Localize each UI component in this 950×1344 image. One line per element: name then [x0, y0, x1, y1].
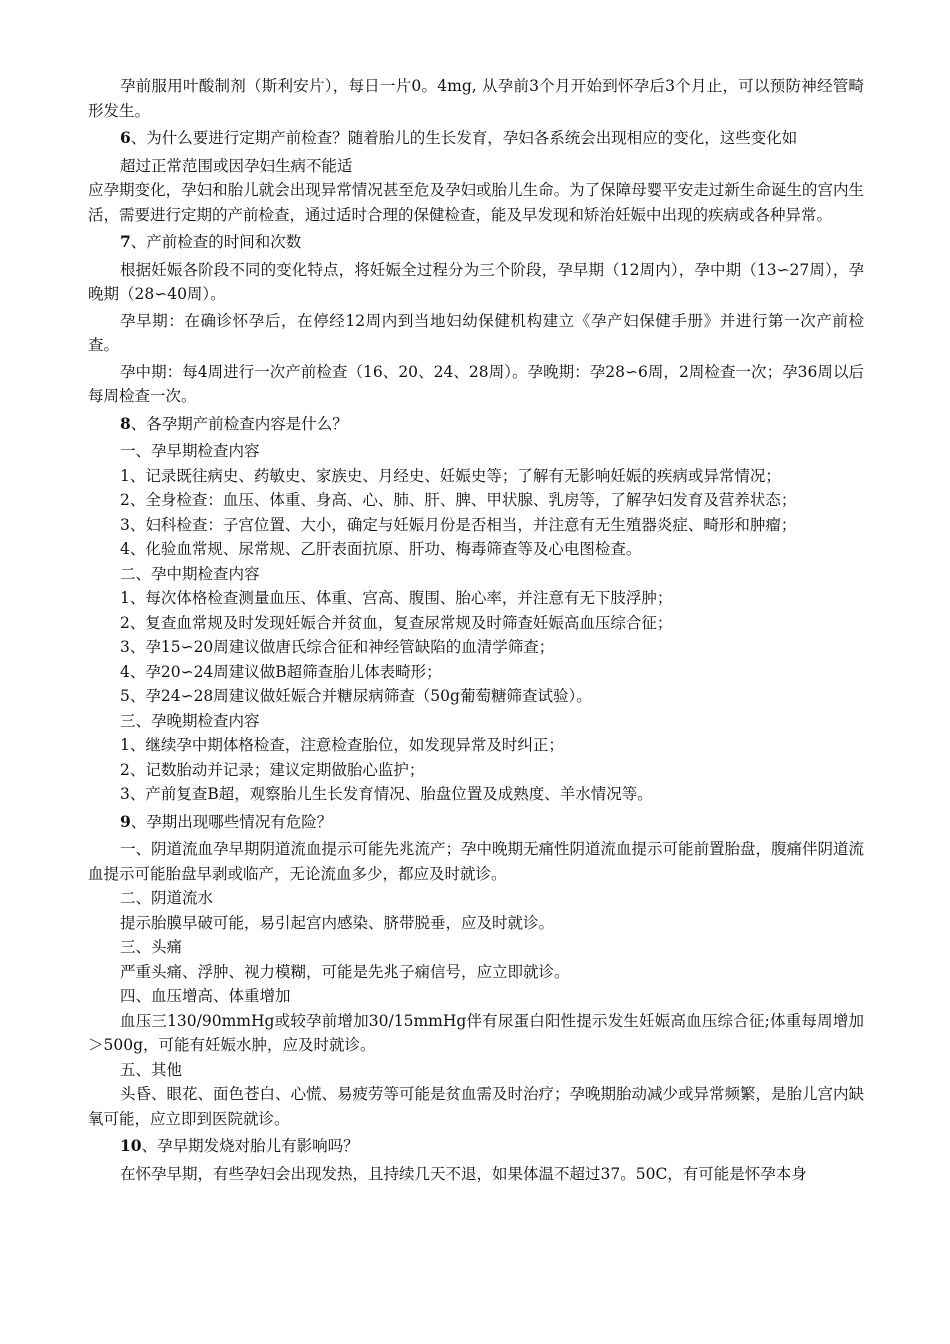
question-number: 10 [120, 1136, 142, 1155]
question-6-body: 应孕期变化，孕妇和胎儿就会出现异常情况甚至危及孕妇或胎儿生命。为了保障母婴平安走过新生命诞生的宫内生活，需要进行定期的产前检查，通过适时合理的保健检查，能及早发现和矫治妊娠中出现的疾病或各种异常。 [88, 181, 864, 224]
danger-bp-title: 四、血压增高、体重增加 [120, 987, 291, 1005]
question-number: 9 [120, 811, 131, 831]
question-text: 、产前检查的时间和次数 [130, 233, 302, 251]
mid-item-5: 5、孕24∽28周建议做妊娠合并糖尿病筛查（50g葡萄糖筛查试验）。 [120, 687, 592, 705]
question-7-paragraph-2: 孕早期：在确诊怀孕后，在停经12周内到当地妇幼保健机构建立《孕产妇保健手册》并进行第一次产前检查。 [88, 311, 864, 354]
late-item-3: 3、产前复查B超，观察胎儿生长发育情况、胎盘位置及成熟度、羊水情况等。 [120, 785, 653, 803]
question-10-paragraph-1: 在怀孕早期，有些孕妇会出现发热，且持续几天不退，如果体温不超过37。50C，有可能是怀孕本身 [120, 1164, 807, 1183]
mid-item-3: 3、孕15∽20周建议做唐氏综合征和神经管缺陷的血清学筛查； [120, 638, 555, 656]
early-item-1: 1、记录既往病史、药敏史、家族史、月经史、妊娠史等；了解有无影响妊娠的疾病或异常情况； [120, 466, 781, 485]
question-text: 、各孕期产前检查内容是什么？ [130, 414, 348, 433]
danger-fluid-text: 提示胎膜早破可能，易引起宫内感染、脐带脱垂，应及时就诊。 [120, 913, 555, 932]
danger-other-title: 五、其他 [120, 1060, 183, 1079]
question-7-paragraph-3: 孕中期：每4周进行一次产前检查（16、20、24、28周）。孕晚期：孕28∽6周，2周检查一次；孕36周以后每周检查一次。 [88, 362, 864, 405]
question-number: 8 [120, 413, 131, 433]
question-10-heading [88, 1134, 864, 1159]
question-9-heading [88, 810, 864, 835]
early-item-3: 3、妇科检查：子宫位置、大小，确定与妊娠月份是否相当，并注意有无生殖器炎症、畸形和肿瘤； [120, 515, 797, 534]
danger-headache-title: 三、头痛 [120, 938, 183, 956]
question-6-heading [88, 126, 864, 151]
late-item-1: 1、继续孕中期体格检查，注意检查胎位，如发现异常及时纠正； [120, 736, 564, 754]
mid-pregnancy-title: 二、孕中期检查内容 [120, 564, 260, 583]
question-text: 、为什么要进行定期产前检查？随着胎儿的生长发育，孕妇各系统会出现相应的变化，这些变化如 [130, 129, 798, 147]
danger-fluid-title: 二、阴道流水 [120, 889, 214, 907]
document-page [88, 74, 864, 1186]
question-7-heading [88, 230, 864, 255]
question-6-continuation: 超过正常范围或因孕妇生病不能适 [120, 156, 353, 175]
early-item-2: 2、全身检查：血压、体重、身高、心、肺、肝、脾、甲状腺、乳房等，了解孕妇发育及营养状态； [120, 491, 797, 509]
question-8-heading [88, 412, 864, 437]
early-pregnancy-title: 一、孕早期检查内容 [120, 442, 260, 460]
late-item-2: 2、记数胎动并记录；建议定期做胎心监护； [120, 760, 425, 779]
mid-item-1: 1、每次体格检查测量血压、体重、宫高、腹围、胎心率，并注意有无下肢浮肿； [120, 589, 673, 607]
danger-headache-text: 严重头痛、浮肿、视力模糊，可能是先兆子痫信号，应立即就诊。 [120, 962, 570, 981]
question-7-paragraph-1: 根据妊娠各阶段不同的变化特点，将妊娠全过程分为三个阶段，孕早期（12周内），孕中期（13∽27周），孕晚期（28∽40周）。 [88, 260, 864, 303]
late-pregnancy-title: 三、孕晚期检查内容 [120, 711, 260, 730]
question-text: 、孕早期发烧对胎儿有影响吗？ [141, 1137, 359, 1155]
danger-bleeding: 一、阴道流血孕早期阴道流血提示可能先兆流产；孕中晚期无痛性阴道流血提示可能前置胎盘，腹痛伴阴道流血提示可能胎盘早剥或临产，无论流血多少，都应及时就诊。 [88, 840, 865, 883]
early-item-4: 4、化验血常规、尿常规、乙肝表面抗原、肝功、梅毒筛查等及心电图检查。 [120, 540, 642, 558]
question-text: 、孕期出现哪些情况有危险？ [130, 812, 333, 831]
danger-bp-text: 血压三130/90mmHg或较孕前增加30/15mmHg伴有尿蛋白阳性提示发生妊娠高血压综合征;体重每周增加＞500g，可能有妊娠水肿，应及时就诊。 [88, 1011, 864, 1054]
question-number: 7 [120, 232, 131, 251]
paragraph-folic-acid: 孕前服用叶酸制剂（斯利安片），每日一片0。4mg, 从孕前3个月开始到怀孕后3个月止，可以预防神经管畸形发生。 [88, 77, 864, 120]
mid-item-4: 4、孕20∽24周建议做B超筛查胎儿体表畸形； [120, 662, 442, 681]
danger-other-text: 头昏、眼花、面色苍白、心慌、易疲劳等可能是贫血需及时治疗；孕晚期胎动减少或异常频繁，是胎儿宫内缺氧可能，应立即到医院就诊。 [88, 1085, 865, 1128]
question-number: 6 [120, 128, 131, 147]
mid-item-2: 2、复查血常规及时发现妊娠合并贫血，复查尿常规及时筛查妊娠高血压综合征； [120, 613, 673, 632]
